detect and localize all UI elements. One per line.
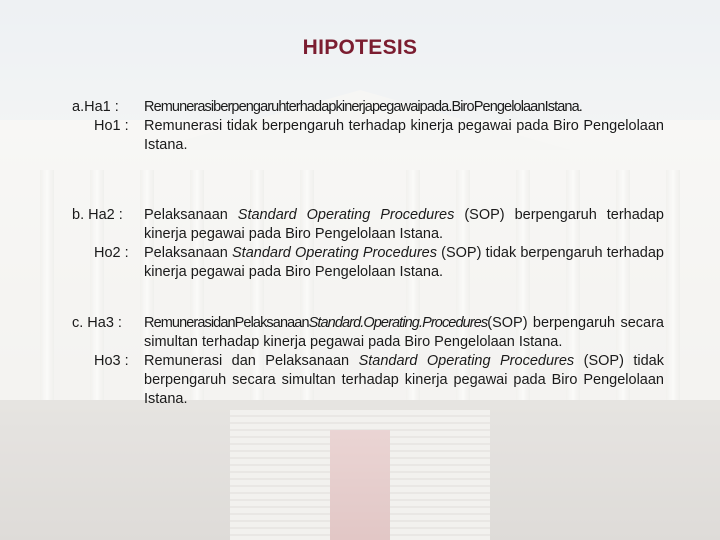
hypothesis-c bbox=[72, 314, 664, 409]
ha1-row bbox=[72, 98, 664, 117]
ho3-label: Ho3 : bbox=[94, 353, 129, 369]
ho1-text: Remunerasi tidak berpengaruh terhadap kinerja pegawai pada Biro Pengelolaan Istana. bbox=[144, 118, 664, 153]
ha3-text: RemunerasidanPelaksanaanStandard.Operating.Procedures(SOP) berpengaruh secara simultan terhadap kinerja pegawai pada Biro Pengelolaan Istana. bbox=[144, 315, 664, 350]
ha2-row bbox=[72, 206, 664, 244]
ha2-text: Pelaksanaan Standard Operating Procedures (SOP) berpengaruh terhadap kinerja pegawai pada Biro Pengelolaan Istana. bbox=[144, 207, 664, 242]
ha2-label: b. Ha2 : bbox=[72, 207, 123, 223]
hypothesis-a bbox=[72, 98, 664, 155]
ho1-label: Ho1 : bbox=[94, 118, 129, 134]
ho2-row bbox=[72, 244, 664, 282]
slide-title: HIPOTESIS bbox=[302, 36, 418, 59]
ha1-label: a.Ha1 : bbox=[72, 99, 119, 115]
ha3-label: c. Ha3 : bbox=[72, 315, 122, 331]
ho2-label: Ho2 : bbox=[94, 245, 129, 261]
ho1-row bbox=[72, 117, 664, 155]
ho2-text: Pelaksanaan Standard Operating Procedures (SOP) tidak berpengaruh terhadap kinerja pegawai pada Biro Pengelolaan Istana. bbox=[144, 245, 664, 280]
ha3-row bbox=[72, 314, 664, 352]
ho3-text: Remunerasi dan Pelaksanaan Standard Operating Procedures (SOP) tidak berpengaruh secara simultan terhadap kinerja pegawai pada Biro Pengelolaan Istana. bbox=[144, 353, 664, 407]
ho3-row bbox=[72, 352, 664, 409]
hypothesis-b bbox=[72, 206, 664, 282]
ha1-text: Remunerasiberpengaruhterhadapkinerjapegawaipada.Biro Pengelolaan Istana. bbox=[144, 99, 582, 115]
